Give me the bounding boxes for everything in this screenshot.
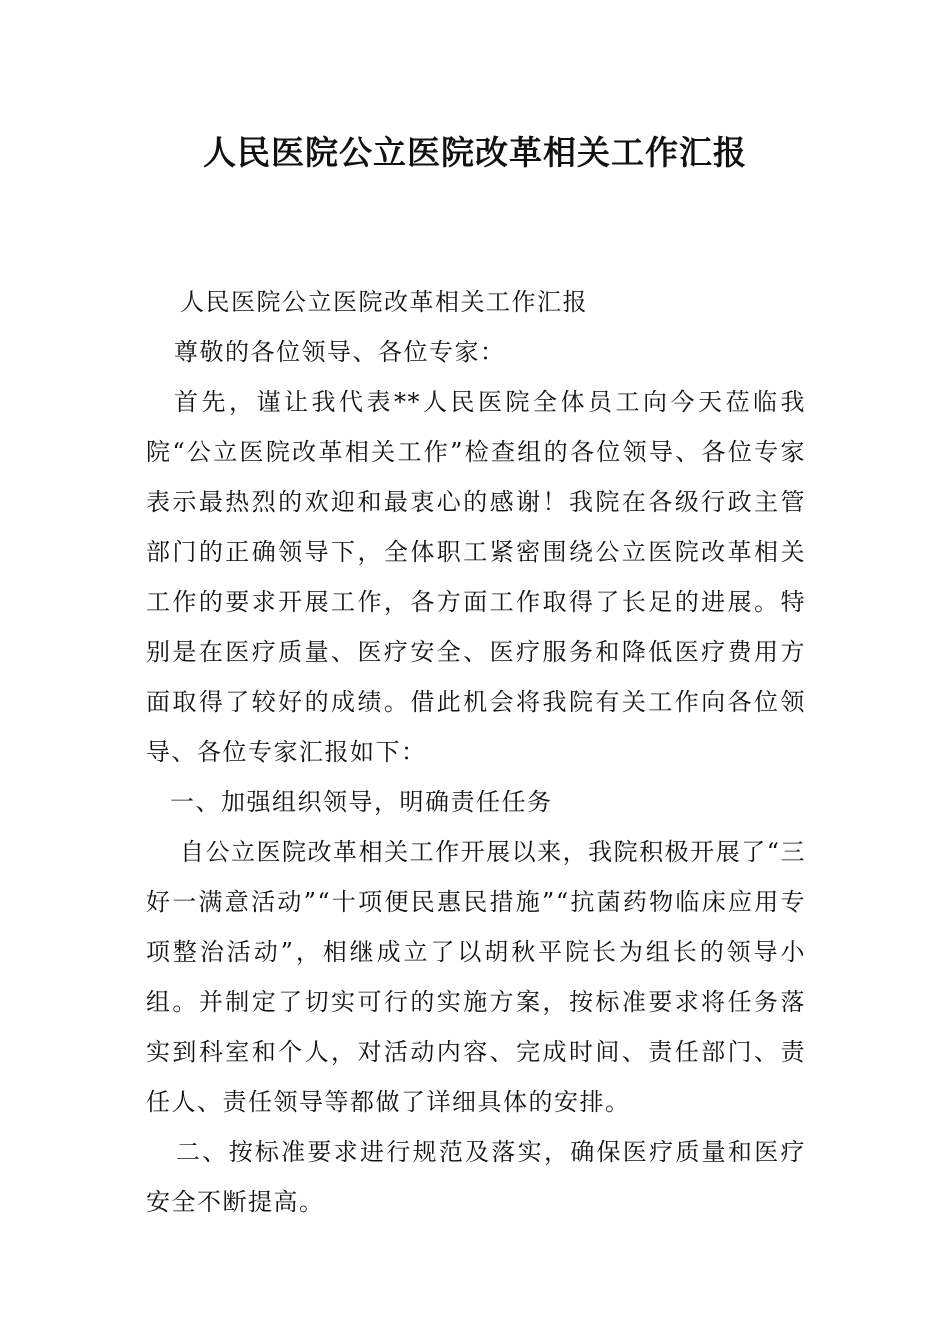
paragraph-subtitle: 人民医院公立医院改革相关工作汇报 [180,288,588,316]
paragraph-introduction: 首先，谨让我代表**人民医院全体员工向今天莅临我院“公立医院改革相关工作”检查组的各位领导、各位专家表示最热烈的欢迎和最衷心的感谢！我院在各级行政主管部门的正确领导下，全体职工紧密围绕公立医院改革相关工作的要求开展工作，各方面工作取得了长足的进展。特别是在医疗质量、医疗安全、医疗服务和降低医疗费用方面取得了较好的成绩。借此机会将我院有关工作向各位领导、各位专家汇报如下： [146,388,806,766]
section-heading-1: 一、加强组织领导，明确责任任务 [170,788,553,816]
document-title: 人民医院公立医院改革相关工作汇报 [203,133,747,172]
paragraph-salutation: 尊敬的各位领导、各位专家： [174,338,506,366]
document-body [146,277,806,1227]
paragraph-section-1: 自公立医院改革相关工作开展以来，我院积极开展了“三好一满意活动”“十项便民惠民措施”“抗菌药物临床应用专项整治活动”，相继成立了以胡秋平院长为组长的领导小组。并制定了切实可行的实施方案，按标准要求将任务落实到科室和个人，对活动内容、完成时间、责任部门、责任人、责任领导等都做了详细具体的安排。 [146,838,806,1116]
section-heading-2: 二、按标准要求进行规范及落实，确保医疗质量和医疗安全不断提高。 [146,1138,806,1216]
